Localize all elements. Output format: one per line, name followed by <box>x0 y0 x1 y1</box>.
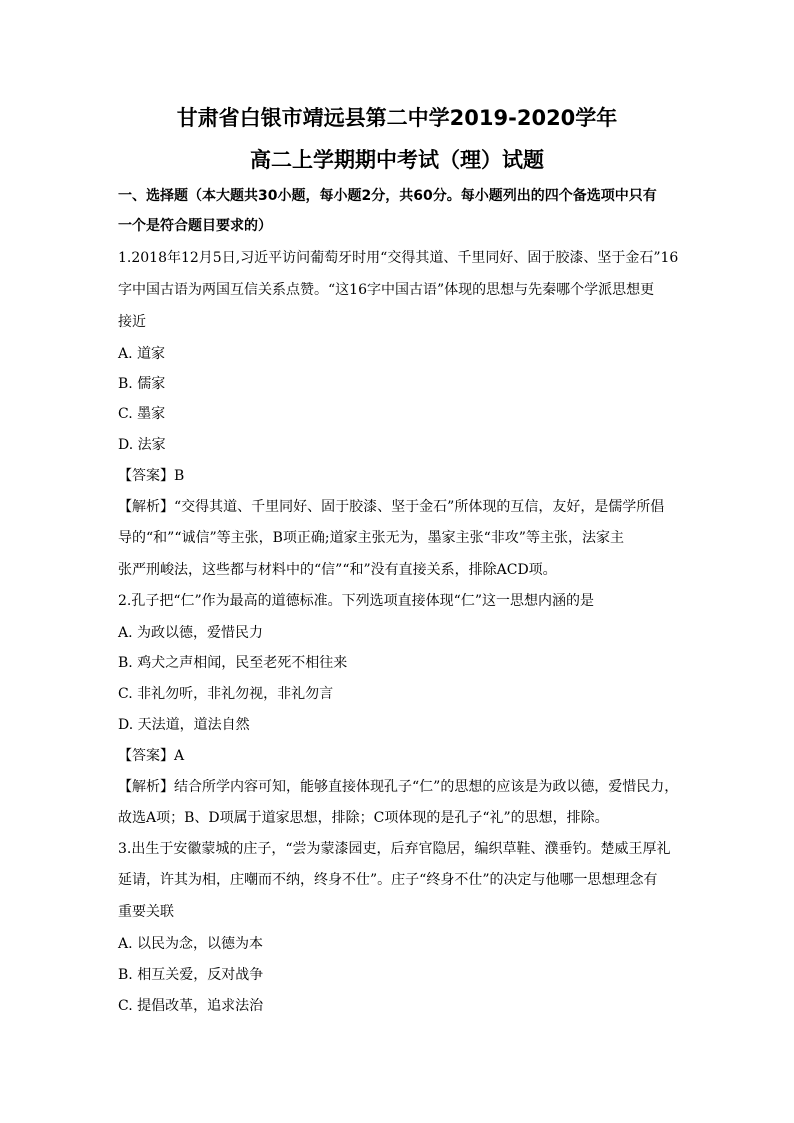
analysis-line: 故选A项；B、D项属于道家思想，排除；C项体现的是孔子“礼”的思想，排除。 <box>118 810 609 826</box>
question-stem-line: 字中国古语为两国互信关系点赞。“这16字中国古语”体现的思想与先秦哪个学派思想更 <box>118 282 655 298</box>
page-title: 甘肃省白银市靖远县第二中学2019-2020学年 <box>176 106 618 130</box>
section-header-line: 一个是符合题目要求的） <box>118 218 272 234</box>
option-c: C. 提倡改革，追求法治 <box>118 998 264 1014</box>
option-a: A. 以民为念，以德为本 <box>118 936 264 952</box>
option-b: B. 鸡犬之声相闻，民至老死不相往来 <box>118 655 348 671</box>
question-stem-line: 1.2018年12月5日,习近平访问葡萄牙时用“交得其道、千里同好、固于胶漆、坚于金石”16 <box>118 250 679 266</box>
option-d: D. 天法道，道法自然 <box>118 717 250 733</box>
analysis-line: 【解析】“交得其道、千里同好、固于胶漆、坚于金石”所体现的互信，友好，是儒学所倡 <box>118 499 665 515</box>
page-subtitle: 高二上学期期中考试（理）试题 <box>250 148 544 172</box>
option-a: A. 为政以德，爱惜民力 <box>118 625 264 641</box>
option-c: C. 墨家 <box>118 406 166 422</box>
analysis-line: 【解析】结合所学内容可知，能够直接体现孔子“仁”的思想的应该是为政以德，爱惜民力， <box>118 779 679 795</box>
option-a: A. 道家 <box>118 346 166 362</box>
option-d: D. 法家 <box>118 437 166 453</box>
answer: 【答案】A <box>118 748 185 764</box>
question-stem-line: 延请，许其为相，庄嘲而不纳，终身不仕”。庄子“终身不仕”的决定与他哪一思想理念有 <box>118 872 658 888</box>
analysis-line: 导的“和”“诚信”等主张，B项正确;道家主张无为，墨家主张“非攻”等主张，法家主 <box>118 530 624 546</box>
answer: 【答案】B <box>118 468 185 484</box>
section-header-line: 一、选择题（本大题共30小题，每小题2分，共60分。每小题列出的四个备选项中只有 <box>118 188 657 204</box>
analysis-line: 张严刑峻法，这些都与材料中的“信”“和”没有直接关系，排除ACD项。 <box>118 562 557 578</box>
option-c: C. 非礼勿听，非礼勿视，非礼勿言 <box>118 686 334 702</box>
question-stem-line: 2.孔子把“仁”作为最高的道德标准。下列选项直接体现“仁”这一思想内涵的是 <box>118 593 594 609</box>
option-b: B. 相互关爱，反对战争 <box>118 967 264 983</box>
question-stem-line: 重要关联 <box>118 904 174 920</box>
question-stem-line: 接近 <box>118 314 146 330</box>
option-b: B. 儒家 <box>118 376 166 392</box>
question-stem-line: 3.出生于安徽蒙城的庄子，“尝为蒙漆园吏，后弃官隐居，编织草鞋、濮垂钓。楚威王厚礼 <box>118 841 671 857</box>
